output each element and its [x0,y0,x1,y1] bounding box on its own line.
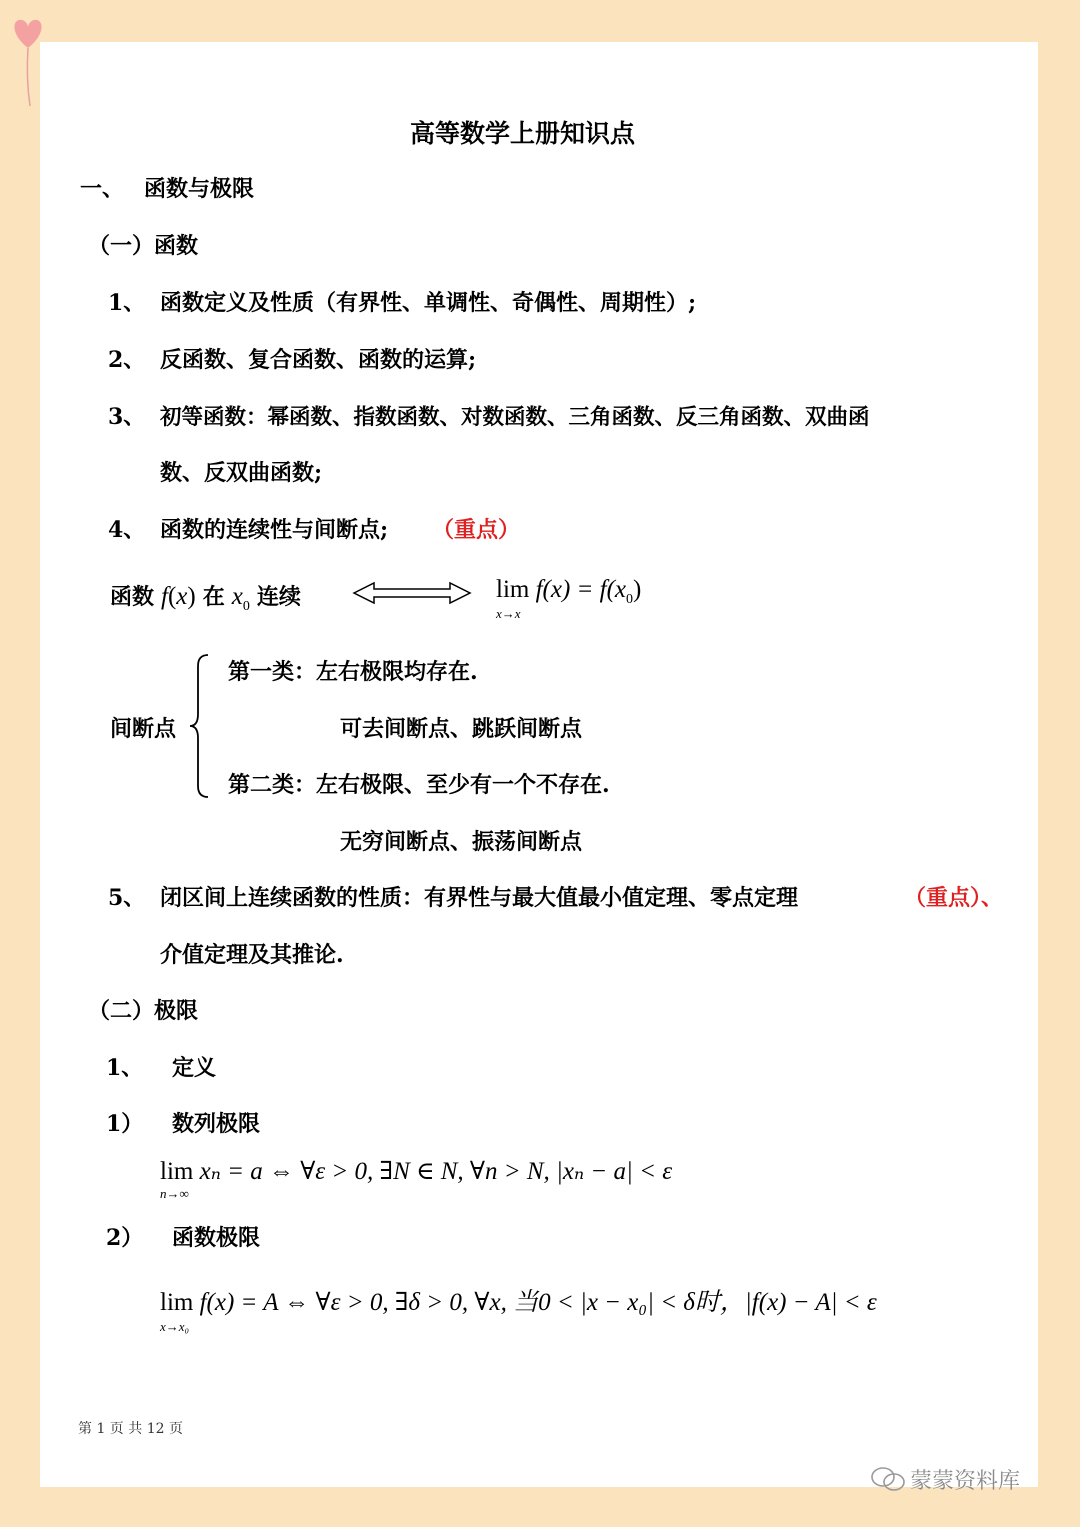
second-kind-text: 第二类：左右极限、至少有一个不存在. [228,772,610,798]
item-1-text: 函数定义及性质（有界性、单调性、奇偶性、周期性）; [160,290,697,316]
first-kind-text: 第一类：左右极限均存在. [228,659,478,685]
function-limit-formula: lim x→x₀ f(x) = A ⇔ ∀ε > 0, ∃δ > 0, ∀x, 当0 < |x − x₀| < δ时，|f(x) − A| < ε [160,1289,877,1334]
section-1-number: 一、 [80,176,125,202]
watermark-text: 蒙蒙资料库 [910,1469,1021,1494]
item-5-continuation: 介值定理及其推论. [160,942,344,968]
section-1-heading: 函数与极限 [144,176,255,202]
definition-number: 1、 [106,1055,144,1081]
sequence-limit-number: 1） [106,1111,144,1137]
first-kind-types: 可去间断点、跳跃间断点 [340,716,583,742]
item-2-text: 反函数、复合函数、函数的运算; [160,347,477,373]
item-3-continuation: 数、反双曲函数; [160,460,323,486]
item-4-number: 4、 [108,517,146,543]
continuity-statement: 函数 f(x) 在 $x_0$ 连续 [110,583,301,614]
wechat-icon [870,1466,906,1492]
function-limit-heading: 函数极限 [172,1225,261,1251]
item-4-text: 函数的连续性与间断点; [160,517,389,543]
item-5-number: 5、 [108,885,146,911]
subsection-limits: （二）极限 [88,998,199,1024]
sequence-limit-formula: lim n→∞ xₙ = a ⇔ ∀ε > 0, ∃N ∈ N, ∀n > N, |xₙ − a| < ε [160,1158,673,1201]
definition-heading: 定义 [172,1055,217,1081]
item-5-emphasis-tag: （重点）、 [904,885,1004,911]
discontinuity-label: 间断点 [110,716,177,742]
item-2-number: 2、 [108,347,146,373]
page-footer: 第 1 页 共 12 页 [78,1421,183,1437]
equivalence-arrow-icon [352,580,472,606]
page-title: 高等数学上册知识点 [410,119,636,148]
function-limit-number: 2） [106,1225,144,1251]
second-kind-types: 无穷间断点、振荡间断点 [340,829,583,855]
sequence-limit-heading: 数列极限 [172,1111,261,1137]
item-3-number: 3、 [108,404,146,430]
subsection-functions: （一）函数 [88,233,199,259]
left-brace-icon [186,652,212,800]
item-4-emphasis-tag: （重点） [432,517,521,543]
item-3-text: 初等函数：幂函数、指数函数、对数函数、三角函数、反三角函数、双曲函 [160,405,870,430]
item-5-text: 闭区间上连续函数的性质：有界性与最大值最小值定理、零点定理 [160,885,799,911]
item-1-number: 1、 [108,290,146,316]
continuity-limit: lim x→x $f(x) = f(x_0)$ [496,576,642,621]
